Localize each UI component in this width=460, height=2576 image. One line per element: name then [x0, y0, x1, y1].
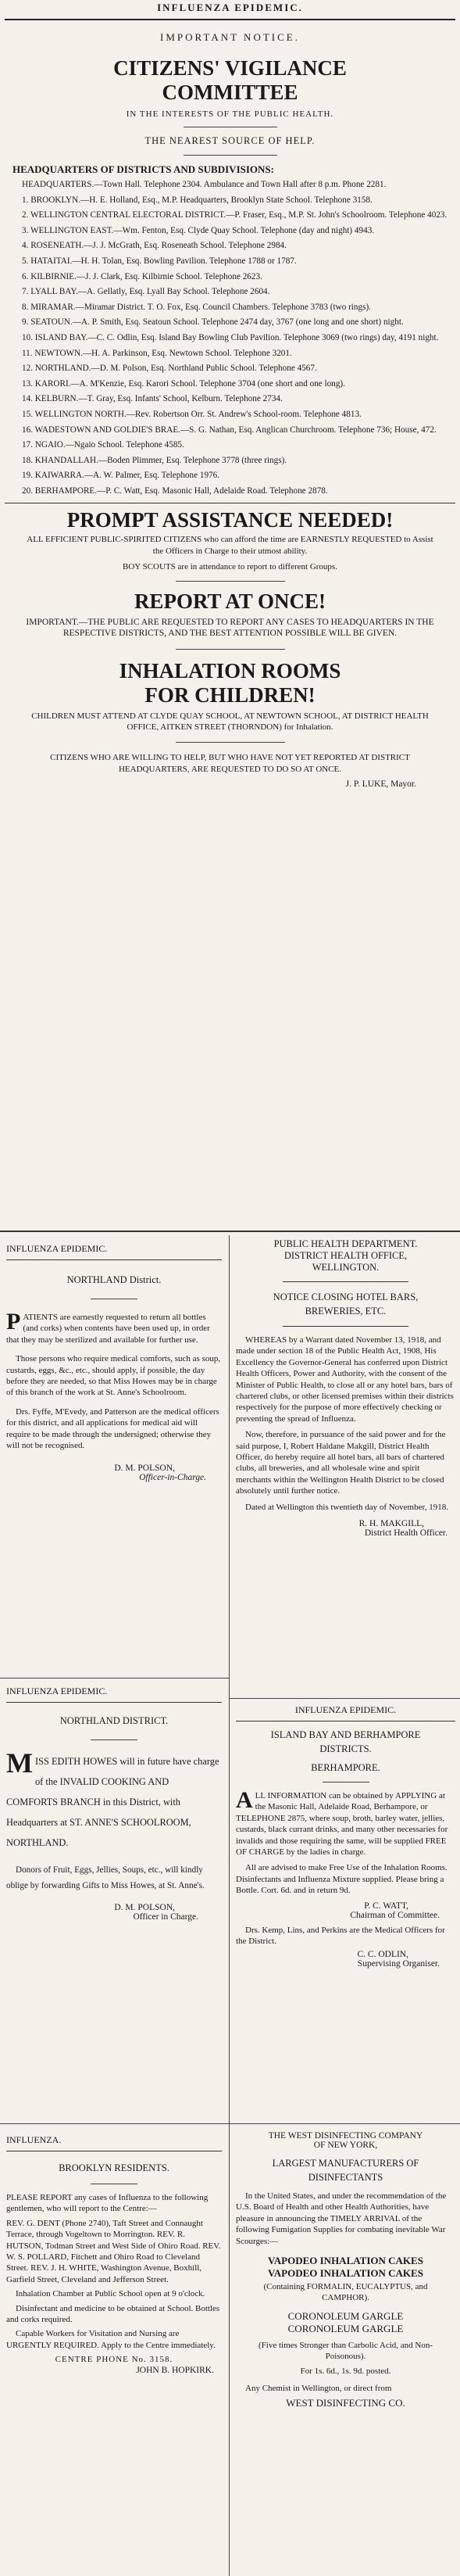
health-city: WELLINGTON. — [312, 1262, 380, 1273]
right-divider-1 — [229, 1698, 460, 1699]
health-officer: District Health Officer. — [364, 1528, 448, 1539]
committee-title-line1: CITIZENS' VIGILANCE — [113, 56, 347, 80]
disinfecting-notice — [236, 2131, 455, 2574]
disinfecting-title1: THE WEST DISINFECTING COMPANY — [268, 2131, 423, 2141]
northland1-banner: INFLUENZA EPIDEMIC. — [6, 1243, 108, 1254]
northland1-dropcap: P — [6, 1309, 21, 1335]
brooklyn-body4: Disinfectant and medicine to be obtained at School. Bottles and corks required. — [6, 2303, 220, 2325]
district-item: 7. LYALL BAY.—A. Gellatly, Esq. Lyall Bay School. Telephone 2604. — [22, 287, 270, 297]
inhalation-title-line1: INHALATION ROOMS — [119, 658, 341, 683]
island-bay-signature2: C. C. ODLIN, — [357, 1950, 408, 1960]
northland1-body2: Those persons who require medical comforts, such as soup, custards, eggs, &c., etc., should apply, if possible, the day before they are needed, so that Miss Howes may be in charge of this branch of the work at St. Anne's Schoolroom. — [6, 1354, 221, 1398]
top-section-divider — [0, 1231, 460, 1232]
hq-heading: HEADQUARTERS OF DISTRICTS AND SUBDIVISIONS: — [12, 163, 274, 175]
important-notice: IMPORTANT NOTICE. — [160, 31, 300, 43]
vapodeo-line1: VAPODEO INHALATION CAKES — [268, 2255, 423, 2267]
column-divider — [229, 1235, 230, 2576]
citizens-vigilance-notice — [5, 2, 455, 1221]
northland1-body3: Drs. Fyffe, M'Evedy, and Patterson are the medical officers for this district, and all applications for medical aid will require to be made through the undersigned; otherwise they will not be recognised. — [6, 1406, 219, 1451]
brooklyn-banner: INFLUENZA. — [6, 2134, 62, 2145]
disinfecting-price: For 1s. 6d., 1s. 9d. posted. — [300, 2366, 391, 2376]
island-bay-body2: All are advised to make Free Use of the Inhalation Rooms. Disinfectants and Influenza Mixture supplied. Please bring a Bottle. Cort. 6d. and in return 9d. — [236, 1863, 448, 1896]
northland2-district: NORTHLAND DISTRICT. — [59, 1715, 169, 1726]
brooklyn-notice — [6, 2130, 222, 2574]
brooklyn-body5: Capable Workers for Visitation and Nursing are URGENTLY REQUIRED. Apply to the Centre immediately. — [6, 2329, 216, 2350]
island-bay-body3: Drs. Kemp, Lins, and Perkins are the Medical Officers for the District. — [236, 1925, 445, 1947]
health-body1: WHEREAS by a Warrant dated November 13, 1918, and made under section 18 of the Public Health Act, 1908, His Excellency the Governor-General has conferred upon District Health Officers, Power and Authority, with the consent of the Minister of Public Health, to close all or any hotel bars, bars of chartered clubs, or other licensed premises within their districts respectively for the purpose of more effectively checking or preventing the spread of Influenza. — [236, 1335, 454, 1424]
district-item: 17. NGAIO.—Ngaio School. Telephone 4585. — [22, 440, 184, 450]
northland-notice-1 — [6, 1243, 222, 1665]
disinfecting-body3: Any Chemist in Wellington, or direct from — [245, 2384, 392, 2394]
island-bay-banner: INFLUENZA EPIDEMIC. — [294, 1704, 397, 1715]
district-list — [5, 179, 455, 496]
health-office: DISTRICT HEALTH OFFICE, — [283, 1250, 408, 1261]
brooklyn-body3: Inhalation Chamber at Public School open at 9 o'clock. — [16, 2289, 205, 2299]
health-dated: Dated at Wellington this twentieth day of November, 1918. — [245, 1502, 448, 1512]
district-item: 11. NEWTOWN.—H. A. Parkinson, Esq. Newtown School. Telephone 3201. — [22, 348, 292, 358]
island-bay-role1: Chairman of Committee. — [350, 1910, 440, 1920]
health-department-notice — [236, 1238, 455, 1676]
inhalation-body: CHILDREN MUST ATTEND AT CLYDE QUAY SCHOOL, AT NEWTOWN SCHOOL, AT DISTRICT HEALTH OFFICE, AITKEN STREET (THORNDON) for Inhalation. — [31, 711, 429, 732]
vapodeo-line2: VAPODEO INHALATION CAKES — [268, 2267, 423, 2280]
prompt-assistance-body: ALL EFFICIENT PUBLIC-SPIRITED CITIZENS who can afford the time are EARNESTLY REQUESTED to Assist the Officers in Charge to their utmost ability. — [27, 535, 433, 556]
northland1-body1: ATIENTS are earnestly requested to return all bottles (and corks) when contents have been used up, in order that they may be sterilized and available for further use. — [6, 1313, 210, 1345]
inhalation-title-line2: FOR CHILDREN! — [144, 683, 316, 707]
island-bay-role2: Supervising Organiser. — [357, 1959, 440, 1969]
boy-scouts-line: BOY SCOUTS are in attendance to report to different Groups. — [123, 562, 337, 572]
interests-line: IN THE INTERESTS OF THE PUBLIC HEALTH. — [126, 109, 334, 119]
health-body2: Now, therefore, in pursuance of the said power and for the said purpose, I, Robert Haldane Makgill, District Health Officer, do hereby require all hotel bars, all bars of chartered clubs, all breweries, and all wholesale wine and spirit merchants within the Wellington Health District to be closed absolutely until further notice. — [236, 1430, 446, 1496]
disinfecting-title2: OF NEW YORK, — [313, 2141, 378, 2150]
brooklyn-district: BROOKLYN RESIDENTS. — [59, 2162, 169, 2173]
vapodeo-contents: (Containing FORMALIN, EUCALYPTUS, and CAMPHOR). — [263, 2282, 428, 2303]
brooklyn-signature: JOHN B. HOPKIRK. — [136, 2365, 214, 2375]
northland2-signature: D. M. POLSON, — [114, 1903, 175, 1912]
district-item: 2. WELLINGTON CENTRAL ELECTORAL DISTRICT.—P. Fraser, Esq., M.P. St. John's Schoolroom. Telephone 4023. — [22, 210, 448, 220]
island-bay-signature1: P. C. WATT, — [364, 1901, 408, 1911]
district-item: 9. SEATOUN.—A. P. Smith, Esq. Seatoun School. Telephone 2474 day, 3767 (one long and one short) night. — [22, 317, 404, 328]
northland1-signature: D. M. POLSON, — [114, 1464, 175, 1474]
disinfecting-body1: In the United States, and under the recommendation of the U.S. Board of Health and other Health Authorities, have pleasure in announcing the TIMELY ARRIVAL of the following Fumigation Supplies for combating inevitable War Scourges:— — [236, 2191, 447, 2246]
district-item: 3. WELLINGTON EAST.—Wm. Fenton, Esq. Clyde Quay School. Telephone (day and night) 4943. — [22, 225, 375, 235]
coronoleum-strength: (Five times Stronger than Carbolic Acid, and Non-Poisonous). — [258, 2340, 433, 2362]
disinfecting-signature: WEST DISINFECTING CO. — [286, 2397, 405, 2409]
coronoleum-line2: CORONOLEUM GARGLE — [287, 2322, 404, 2334]
committee-title-line2: COMMITTEE — [162, 81, 298, 104]
mayor-signature: J. P. LUKE, Mayor. — [345, 779, 416, 790]
northland2-body2: Donors of Fruit, Eggs, Jellies, Soups, etc., will kindly oblige by forwarding Gifts to Miss Howes, at St. Anne's. — [6, 1865, 205, 1890]
district-item: 19. KAIWARRA.—A. W. Palmer, Esq. Telephone 1976. — [22, 471, 220, 481]
left-divider-2 — [0, 2123, 229, 2124]
northland-notice-2 — [6, 1686, 222, 1998]
right-divider-2 — [229, 2123, 460, 2124]
brooklyn-body1: PLEASE REPORT any cases of Influenza to the following gentlemen, who will report to the Centre:— — [6, 2193, 209, 2214]
district-item: 8. MIRAMAR.—Miramar District. T. O. Fox, Esq. Council Chambers. Telephone 3783 (two rings). — [22, 302, 371, 312]
coronoleum-line1: CORONOLEUM GARGLE — [287, 2309, 404, 2322]
district-item: 1. BROOKLYN.—H. E. Holland, Esq., M.P. Headquarters, Brooklyn State School. Telephone 3158. — [22, 195, 373, 205]
northland2-dropcap: M — [6, 1747, 33, 1779]
report-at-once-body: IMPORTANT.—THE PUBLIC ARE REQUESTED TO REPORT ANY CASES TO HEADQUARTERS IN THE RESPECTIVE DISTRICTS, AND THE BEST ATTENTION POSSIBLE WILL BE GIVEN. — [26, 617, 434, 639]
northland2-body1: ISS EDITH HOWES will in future have charge of the INVALID COOKING AND COMFORTS BRANCH in this District, with Headquarters at ST. ANNE'S SCHOOLROOM, NORTHLAND. — [6, 1756, 219, 1848]
island-bay-body1: LL INFORMATION can be obtained by APPLYING at the Masonic Hall, Adelaide Road, Berhampore, or TELEPHONE 2875, where soup, broth, barley water, jellies, custards, black currant drinks, and many other necessaries for invalids and those requiring the same, will be supplied FREE OF CHARGE by the ladies in charge. — [236, 1791, 448, 1858]
district-item: 20. BERHAMPORE.—P. C. Watt, Esq. Masonic Hall, Adelaide Road. Telephone 2878. — [22, 485, 328, 496]
district-item: 12. NORTHLAND.—D. M. Polson, Esq. Northland Public School. Telephone 4567. — [22, 364, 317, 374]
prompt-assistance-title: PROMPT ASSISTANCE NEEDED! — [66, 508, 394, 532]
district-item: 15. WELLINGTON NORTH.—Rev. Robertson Orr. St. Andrew's School-room. Telephone 4813. — [22, 409, 362, 419]
health-notice-title: NOTICE CLOSING HOTEL BARS, BREWERIES, ETC. — [273, 1292, 419, 1317]
health-signature: R. H. MAKGILL, — [358, 1519, 424, 1529]
report-at-once-title: REPORT AT ONCE! — [134, 589, 326, 613]
district-item: 5. HATAITAI.—H. H. Tolan, Esq. Bowling Pavilion. Telephone 1788 or 1787. — [22, 256, 297, 266]
island-bay-dropcap: A — [236, 1787, 253, 1813]
notice-banner: INFLUENZA EPIDEMIC. — [157, 2, 303, 13]
island-bay-title: ISLAND BAY AND BERHAMPORE DISTRICTS. — [270, 1729, 421, 1754]
northland1-officer: Officer-in-Charge. — [139, 1473, 206, 1483]
district-item: 14. KELBURN.—T. Gray, Esq. Infants' School, Kelburn. Telephone 2734. — [22, 394, 283, 404]
northland1-district: NORTHLAND District. — [66, 1274, 162, 1285]
brooklyn-body2: REV. G. DENT (Phone 2740), Taft Street and Connaught Terrace, through Vogeltown to Morrington. REV. R. HUTSON, Todman Street and West Side of Ohiro Road. REV. W. S. POLLARD, Fitchett and Ohiro Road to Cleveland Street. REV. J. H. WHITE, Washington Avenue, Boxhill, Garfield Street, Cleveland and Jefferson Street. — [6, 2218, 221, 2284]
district-item: 6. KILBIRNIE.—J. J. Clark, Esq. Kilbirnie School. Telephone 2623. — [22, 271, 262, 281]
left-divider-1 — [0, 1678, 229, 1679]
district-item: 10. ISLAND BAY.—C. C. Odlin, Esq. Island Bay Bowling Club Pavilion. Telephone 3069 (two rings) day, 4191 night. — [22, 332, 439, 342]
island-bay-notice — [236, 1704, 455, 2111]
northland2-officer: Officer in Charge. — [133, 1912, 198, 1922]
island-bay-sub: BERHAMPORE. — [311, 1762, 380, 1773]
district-item: 18. KHANDALLAH.—Boden Plimmer, Esq. Telephone 3778 (three rings). — [22, 455, 287, 465]
disinfecting-title3: LARGEST MANUFACTURERS OF DISINFECTANTS — [272, 2158, 419, 2183]
health-dept: PUBLIC HEALTH DEPARTMENT. — [273, 1238, 418, 1249]
district-item: 13. KARORI.—A. M'Kenzie, Esq. Karori School. Telephone 3704 (one short and one long). — [22, 378, 345, 389]
district-item: 4. ROSENEATH.—J. J. McGrath, Esq. Roseneath School. Telephone 2984. — [22, 241, 287, 251]
northland2-banner: INFLUENZA EPIDEMIC. — [6, 1686, 108, 1696]
willing-citizens: CITIZENS WHO ARE WILLING TO HELP, BUT WHO HAVE NOT YET REPORTED AT DISTRICT HEADQUARTERS, ARE REQUESTED TO DO SO AT ONCE. — [50, 753, 410, 774]
district-item: HEADQUARTERS.—Town Hall. Telephone 2304. Ambulance and Town Hall after 8 p.m. Phone 2281. — [22, 180, 387, 189]
district-item: 16. WADESTOWN AND GOLDIE'S BRAE.—S. G. Nathan, Esq. Anglican Churchroom. Telephone 736; House, 472. — [22, 425, 437, 435]
brooklyn-phone: CENTRE PHONE No. 3158. — [55, 2355, 173, 2365]
nearest-source: THE NEAREST SOURCE OF HELP. — [144, 135, 316, 146]
